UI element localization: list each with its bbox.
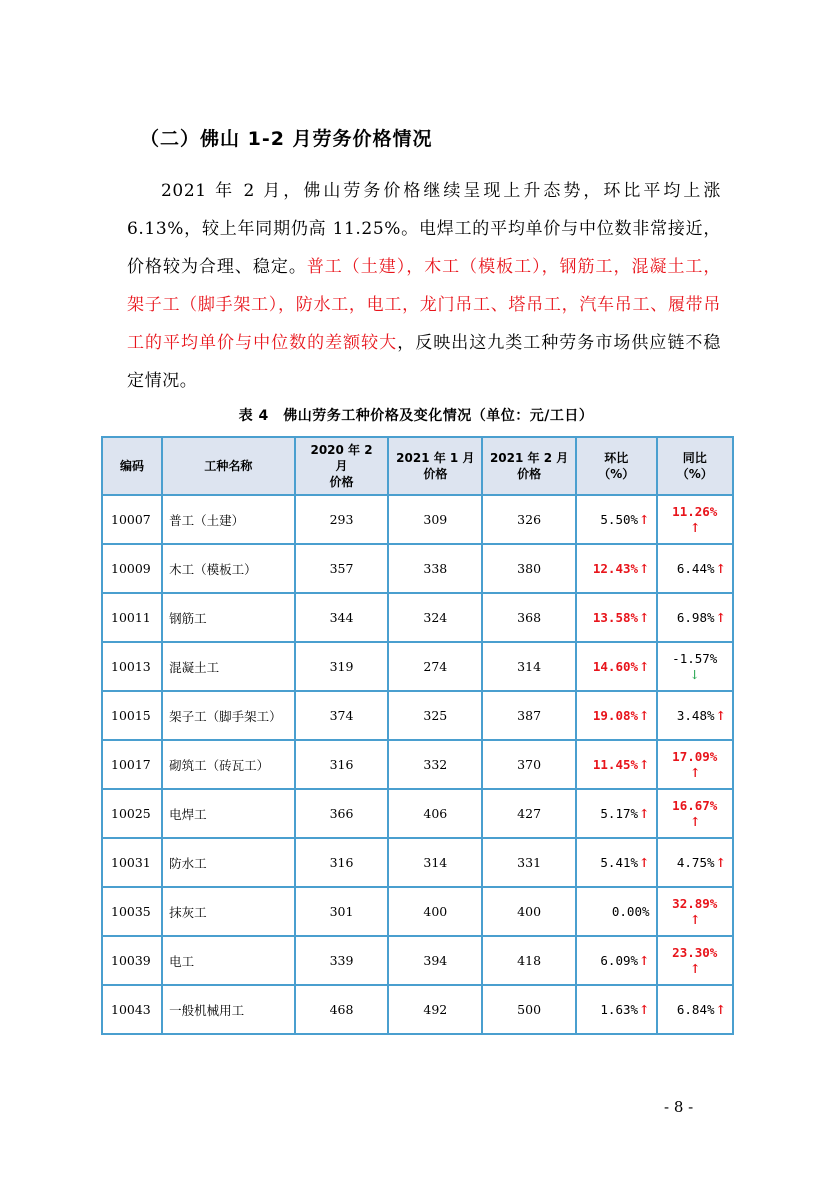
page-number: - 8 -	[664, 1098, 694, 1116]
arrow-up-icon: ↑	[639, 512, 650, 527]
table-row	[103, 643, 732, 690]
cell-mom	[577, 986, 656, 1033]
header-line: 同比	[682, 451, 707, 465]
cell-yoy	[658, 545, 732, 592]
cell-price-2021-jan: 309	[389, 496, 481, 543]
cell-price-2020-feb: 319	[296, 643, 388, 690]
cell-name: 普工（土建）	[163, 496, 294, 543]
cell-price-2021-feb: 314	[483, 643, 575, 690]
header-line: 月	[335, 459, 348, 473]
cell-name: 电焊工	[163, 790, 294, 837]
cell-price-2021-jan: 324	[389, 594, 481, 641]
yoy-value: 11.26%	[672, 503, 718, 519]
cell-yoy	[658, 643, 732, 690]
price-table	[101, 436, 734, 1035]
paragraph-text-start: 2021 年 2 月，佛山劳务价格继续呈现上升态势，环比平均上涨 6.13%，较上年同期仍高 11.25%。电焊工的平均单价与中位数非常接近，价格较为合理、稳定。	[127, 181, 721, 277]
cell-code: 10011	[103, 594, 161, 641]
arrow-up-icon: ↑	[690, 960, 701, 976]
arrow-up-icon: ↑	[715, 708, 726, 723]
header-code: 编码	[103, 438, 161, 494]
cell-yoy	[658, 986, 732, 1033]
mom-value: 0.00%	[611, 904, 650, 919]
arrow-up-icon: ↑	[639, 659, 650, 674]
table-caption: 表 4 佛山劳务工种价格及变化情况（单位：元/工日）	[238, 408, 594, 424]
arrow-up-icon: ↑	[715, 1002, 726, 1017]
header-line: 价格	[517, 467, 542, 481]
section-heading: （二）佛山 1-2 月劳务价格情况	[140, 128, 433, 150]
mom-value: 13.58%	[592, 610, 639, 625]
cell-name: 电工	[163, 937, 294, 984]
cell-code: 10015	[103, 692, 161, 739]
cell-yoy	[658, 692, 732, 739]
arrow-up-icon: ↑	[715, 855, 726, 870]
cell-price-2021-feb: 380	[483, 545, 575, 592]
cell-mom	[577, 790, 656, 837]
cell-price-2021-jan: 406	[389, 790, 481, 837]
mom-value: 12.43%	[592, 561, 639, 576]
arrow-up-icon: ↑	[690, 911, 701, 927]
arrow-up-icon: ↑	[639, 806, 650, 821]
header-line: 价格	[329, 475, 354, 489]
header-name: 工种名称	[163, 438, 294, 494]
cell-price-2021-feb: 400	[483, 888, 575, 935]
header-line: 2021 年 2 月	[489, 451, 569, 465]
cell-price-2020-feb: 316	[296, 839, 388, 886]
mom-value: 5.50%	[600, 512, 639, 527]
cell-price-2021-jan: 314	[389, 839, 481, 886]
cell-code: 10039	[103, 937, 161, 984]
header-yoy	[658, 438, 732, 494]
cell-code: 10035	[103, 888, 161, 935]
cell-price-2021-jan: 325	[389, 692, 481, 739]
paragraph-text-end: ，反映出这九类工种劳务市场供应链不稳定情况。	[127, 333, 721, 391]
table-row	[103, 741, 732, 788]
header-line: 2020 年 2	[310, 443, 373, 457]
body-paragraph	[127, 172, 721, 400]
yoy-value: 16.67%	[672, 797, 718, 813]
yoy-value: 23.30%	[672, 944, 718, 960]
cell-name: 防水工	[163, 839, 294, 886]
cell-name: 混凝土工	[163, 643, 294, 690]
cell-code: 10031	[103, 839, 161, 886]
table-header-row	[103, 438, 732, 494]
mom-value: 19.08%	[592, 708, 639, 723]
cell-price-2021-jan: 492	[389, 986, 481, 1033]
arrow-up-icon: ↑	[639, 1002, 650, 1017]
mom-value: 6.09%	[600, 953, 639, 968]
cell-mom	[577, 643, 656, 690]
table-row	[103, 839, 732, 886]
cell-code: 10009	[103, 545, 161, 592]
cell-mom	[577, 692, 656, 739]
yoy-value: 32.89%	[672, 895, 718, 911]
yoy-value: 6.84%	[676, 1002, 715, 1017]
cell-price-2021-jan: 338	[389, 545, 481, 592]
cell-yoy	[658, 496, 732, 543]
cell-price-2021-feb: 418	[483, 937, 575, 984]
table-row	[103, 594, 732, 641]
cell-yoy	[658, 790, 732, 837]
header-line: 2021 年 1 月	[396, 451, 475, 465]
arrow-down-icon: ↓	[689, 666, 700, 682]
yoy-value: 6.98%	[676, 610, 715, 625]
arrow-up-icon: ↑	[639, 953, 650, 968]
cell-price-2020-feb: 468	[296, 986, 388, 1033]
paragraph-text-highlight: 普工（土建），木工（模板工），钢筋工，混凝土工，架子工（脚手架工），防水工，电工，龙门吊工、塔吊工，汽车吊工、履带吊工的平均单价与中位数的差额较大	[127, 257, 722, 353]
cell-price-2020-feb: 366	[296, 790, 388, 837]
arrow-up-icon: ↑	[639, 855, 650, 870]
mom-value: 11.45%	[592, 757, 639, 772]
cell-code: 10017	[103, 741, 161, 788]
cell-code: 10025	[103, 790, 161, 837]
arrow-up-icon: ↑	[690, 519, 701, 535]
arrow-up-icon: ↑	[639, 757, 650, 772]
mom-value: 5.41%	[600, 855, 639, 870]
arrow-up-icon: ↑	[715, 561, 726, 576]
header-2020-feb	[296, 438, 388, 494]
cell-name: 一般机械用工	[163, 986, 294, 1033]
cell-price-2020-feb: 293	[296, 496, 388, 543]
table-row	[103, 937, 732, 984]
arrow-up-icon: ↑	[690, 813, 701, 829]
cell-mom	[577, 545, 656, 592]
header-line: 价格	[423, 467, 448, 481]
yoy-value: 6.44%	[676, 561, 715, 576]
mom-value: 1.63%	[600, 1002, 639, 1017]
arrow-up-icon: ↑	[690, 764, 701, 780]
cell-mom	[577, 496, 656, 543]
yoy-value: -1.57%	[672, 650, 718, 666]
cell-code: 10007	[103, 496, 161, 543]
cell-mom	[577, 888, 656, 935]
header-2021-feb	[483, 438, 575, 494]
cell-name: 砌筑工（砖瓦工）	[163, 741, 294, 788]
cell-price-2021-feb: 500	[483, 986, 575, 1033]
yoy-value: 3.48%	[676, 708, 715, 723]
arrow-up-icon: ↑	[639, 610, 650, 625]
arrow-up-icon: ↑	[639, 561, 650, 576]
cell-price-2021-jan: 332	[389, 741, 481, 788]
cell-price-2020-feb: 316	[296, 741, 388, 788]
cell-name: 钢筋工	[163, 594, 294, 641]
cell-mom	[577, 839, 656, 886]
arrow-up-icon: ↑	[639, 708, 650, 723]
mom-value: 5.17%	[600, 806, 639, 821]
cell-price-2020-feb: 301	[296, 888, 388, 935]
cell-price-2020-feb: 344	[296, 594, 388, 641]
cell-price-2021-jan: 274	[389, 643, 481, 690]
cell-code: 10013	[103, 643, 161, 690]
cell-yoy	[658, 937, 732, 984]
cell-price-2020-feb: 339	[296, 937, 388, 984]
cell-price-2021-feb: 331	[483, 839, 575, 886]
cell-yoy	[658, 594, 732, 641]
cell-name: 架子工（脚手架工）	[163, 692, 294, 739]
cell-price-2020-feb: 357	[296, 545, 388, 592]
table-row	[103, 790, 732, 837]
yoy-value: 17.09%	[672, 748, 718, 764]
table-row	[103, 692, 732, 739]
table-row	[103, 888, 732, 935]
cell-price-2021-jan: 394	[389, 937, 481, 984]
cell-price-2021-feb: 427	[483, 790, 575, 837]
cell-price-2021-feb: 370	[483, 741, 575, 788]
cell-mom	[577, 937, 656, 984]
cell-yoy	[658, 839, 732, 886]
cell-yoy	[658, 888, 732, 935]
cell-price-2021-feb: 368	[483, 594, 575, 641]
cell-name: 木工（模板工）	[163, 545, 294, 592]
header-2021-jan	[389, 438, 481, 494]
cell-mom	[577, 741, 656, 788]
cell-code: 10043	[103, 986, 161, 1033]
cell-yoy	[658, 741, 732, 788]
header-line: （%）	[676, 467, 713, 481]
table-row	[103, 496, 732, 543]
header-line: （%）	[598, 467, 635, 481]
mom-value: 14.60%	[592, 659, 639, 674]
cell-price-2021-jan: 400	[389, 888, 481, 935]
cell-price-2020-feb: 374	[296, 692, 388, 739]
header-mom	[577, 438, 656, 494]
cell-price-2021-feb: 326	[483, 496, 575, 543]
cell-mom	[577, 594, 656, 641]
table-row	[103, 545, 732, 592]
table-row	[103, 986, 732, 1033]
header-line: 环比	[604, 451, 629, 465]
arrow-up-icon: ↑	[715, 610, 726, 625]
yoy-value: 4.75%	[676, 855, 715, 870]
cell-name: 抹灰工	[163, 888, 294, 935]
cell-price-2021-feb: 387	[483, 692, 575, 739]
